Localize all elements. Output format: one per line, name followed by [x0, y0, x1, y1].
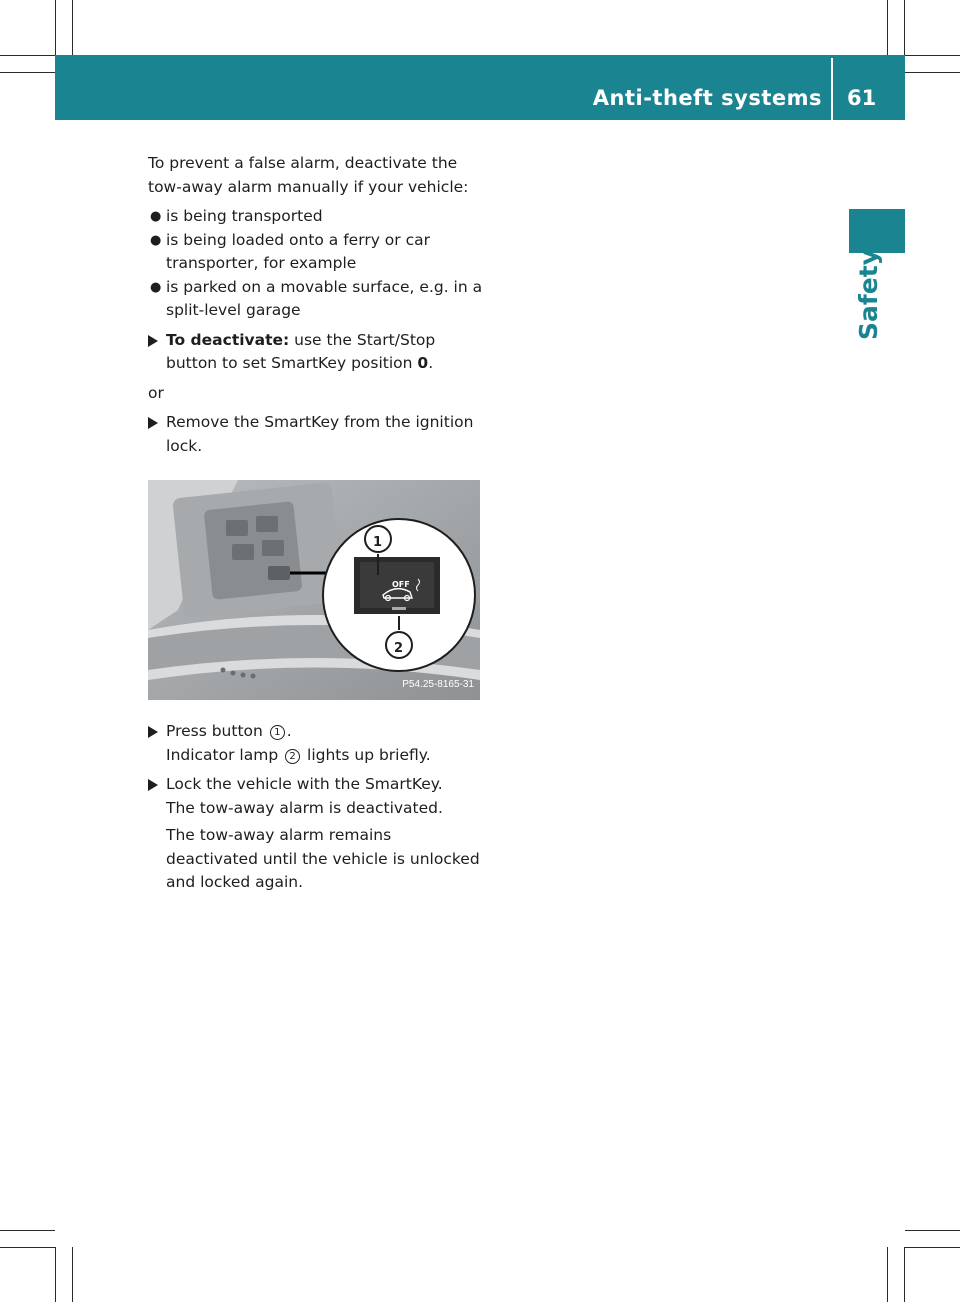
crop-mark [72, 1247, 73, 1302]
step-label: To deactivate: [166, 330, 290, 349]
callout-2-ref: 2 [285, 749, 300, 764]
instruction-step [148, 773, 483, 895]
overhead-control-panel-image [148, 480, 480, 700]
crop-mark [905, 1230, 960, 1231]
main-content [148, 152, 483, 901]
crop-mark [55, 1247, 56, 1302]
step-text: Press button [166, 722, 268, 740]
crop-mark [0, 72, 55, 73]
bullet-icon: ● [150, 232, 162, 248]
callout-2-label: 2 [394, 641, 404, 656]
instruction-step [148, 329, 483, 376]
bullet-text: is parked on a movable surface, e.g. in a split-level garage [166, 277, 483, 319]
header-divider [831, 58, 833, 120]
bullet-item [148, 205, 483, 229]
or-text: or [148, 383, 164, 402]
crop-mark [905, 55, 960, 56]
callout-1-label: 1 [373, 535, 383, 550]
bullet-icon: ● [150, 209, 162, 224]
step-text: Remove the SmartKey from the ignition lock. [166, 413, 474, 455]
step-text: use the Start/Stop button to set SmartKey position [166, 330, 436, 372]
crop-mark [904, 1247, 905, 1302]
step-arrow-icon [148, 779, 158, 791]
step-arrow-icon [148, 417, 158, 429]
crop-mark [0, 55, 55, 56]
crop-mark [72, 0, 73, 55]
bullet-text: is being loaded onto a ferry or car transporter, for example [166, 230, 430, 272]
crop-mark [0, 1247, 55, 1248]
step-text: Lock the vehicle with the SmartKey. [166, 775, 443, 793]
section-title: Anti-theft systems [592, 86, 822, 110]
step-text-end: . [428, 354, 434, 372]
smartkey-position: 0 [417, 354, 429, 372]
instruction-step [148, 720, 483, 767]
step-text-end: . [286, 722, 292, 740]
crop-mark [887, 0, 888, 55]
bullet-item [148, 276, 483, 323]
step-arrow-icon [148, 726, 158, 738]
crop-mark [0, 1230, 55, 1231]
crop-mark [55, 0, 56, 55]
bullet-item [148, 229, 483, 276]
instruction-step [148, 411, 483, 458]
intro-paragraph: To prevent a false alarm, deactivate the tow-away alarm manually if your vehicle: [148, 154, 469, 196]
tow-away-button-illustration [148, 480, 480, 700]
bullet-text: is being transported [166, 207, 323, 225]
chapter-tab-marker [849, 209, 905, 253]
crop-mark [887, 1247, 888, 1302]
step-note-paragraph: The tow-away alarm remains deactivated until the vehicle is unlocked and locked again. [166, 826, 480, 891]
bullet-icon: ● [150, 279, 162, 295]
figure-reference-code: P54.25-8165-31 [402, 678, 474, 690]
step-arrow-icon [148, 335, 158, 347]
step-result-text: The tow-away alarm is deactivated. [166, 798, 443, 817]
chapter-tab-label: Safety [854, 249, 883, 340]
button-off-label: OFF [392, 580, 410, 589]
step-result-text: Indicator lamp [166, 745, 284, 764]
page-number: 61 [847, 86, 877, 110]
callout-1-ref: 1 [270, 725, 285, 740]
crop-mark [904, 0, 905, 55]
step-result-text-end: lights up briefly. [302, 745, 431, 764]
crop-mark [905, 72, 960, 73]
crop-mark [905, 1247, 960, 1248]
